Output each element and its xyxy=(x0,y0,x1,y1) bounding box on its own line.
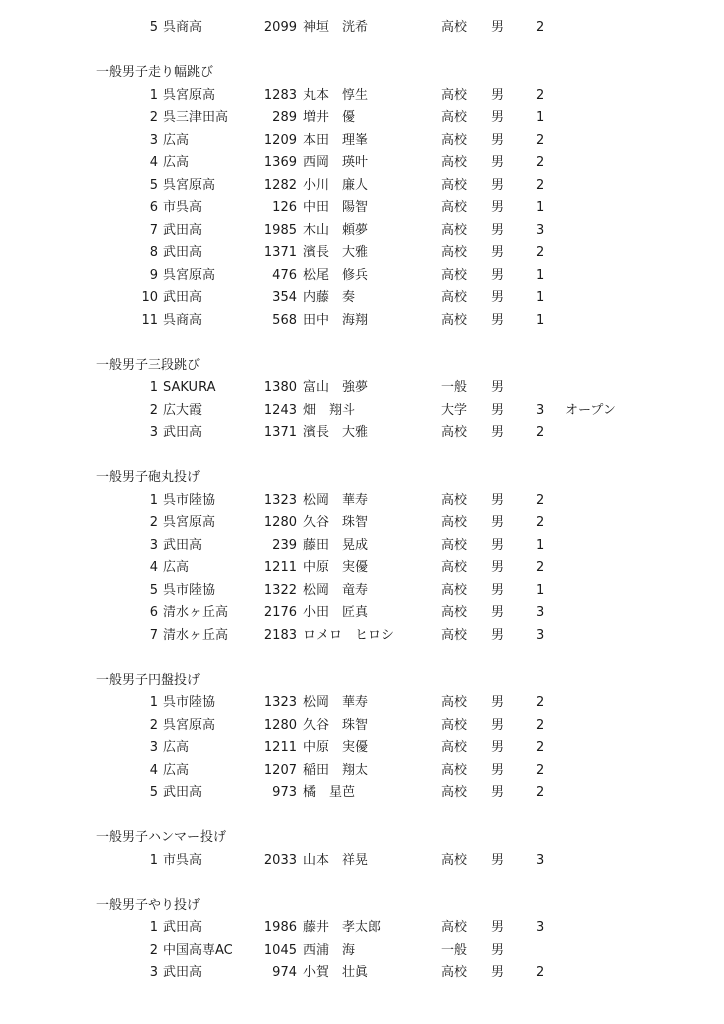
result-grade: 2 xyxy=(536,560,545,575)
result-school: 呉宮原高 xyxy=(163,177,216,193)
result-cat: 高校 xyxy=(441,177,468,193)
result-name: 濱長 大雅 xyxy=(303,425,369,440)
result-school: 呉三津田高 xyxy=(163,110,229,125)
result-row xyxy=(0,784,724,802)
result-school: 呉宮原高 xyxy=(163,267,216,283)
result-cat: 高校 xyxy=(441,717,468,733)
result-name: 田中 海翔 xyxy=(303,312,369,328)
result-name: 松岡 華寿 xyxy=(303,492,369,508)
result-name: 木山 頼夢 xyxy=(303,222,369,238)
result-cat: 高校 xyxy=(441,155,468,170)
result-rank: 1 xyxy=(149,87,158,103)
result-bib: 2033 xyxy=(263,852,297,868)
result-cat: 高校 xyxy=(441,290,468,305)
result-row xyxy=(0,559,724,577)
result-cat: 高校 xyxy=(441,605,468,620)
result-rank: 7 xyxy=(149,222,158,238)
result-row xyxy=(0,199,724,217)
result-grade: 1 xyxy=(536,537,545,553)
result-school: 市呉高 xyxy=(163,852,203,868)
result-cat: 高校 xyxy=(441,245,468,260)
result-sex: 男 xyxy=(491,425,505,440)
result-row xyxy=(0,942,724,960)
result-cat: 高校 xyxy=(441,965,468,980)
result-bib: 2099 xyxy=(263,20,297,35)
result-name: 神垣 洸希 xyxy=(303,20,369,35)
result-rank: 6 xyxy=(149,200,158,215)
result-bib: 974 xyxy=(272,965,297,980)
result-rank: 1 xyxy=(149,920,158,935)
result-school: 武田高 xyxy=(163,245,203,260)
result-school: 広高 xyxy=(163,155,190,170)
result-sex: 男 xyxy=(491,740,505,755)
result-rank: 3 xyxy=(149,740,158,755)
result-grade: 3 xyxy=(536,402,545,418)
result-name: 内藤 奏 xyxy=(303,290,356,305)
event-section xyxy=(0,829,724,847)
result-school: 呉商高 xyxy=(163,20,203,35)
result-sex: 男 xyxy=(491,717,505,733)
result-row xyxy=(0,267,724,285)
result-sex: 男 xyxy=(491,627,505,643)
result-cat: 高校 xyxy=(441,537,468,553)
result-grade: 2 xyxy=(536,155,545,170)
event-title: 一般男子やり投げ xyxy=(96,897,201,913)
result-bib: 1322 xyxy=(263,582,297,598)
result-cat: 高校 xyxy=(441,920,468,935)
result-sex: 男 xyxy=(491,785,505,800)
result-row xyxy=(0,87,724,105)
result-row xyxy=(0,244,724,262)
result-bib: 2176 xyxy=(263,605,297,620)
result-row xyxy=(0,537,724,555)
result-bib: 1280 xyxy=(263,515,297,530)
result-bib: 1243 xyxy=(263,402,297,418)
result-name: 西岡 瑛叶 xyxy=(303,155,369,170)
result-bib: 568 xyxy=(272,312,297,328)
result-rank: 2 xyxy=(149,110,158,125)
event-section xyxy=(0,64,724,82)
result-grade: 2 xyxy=(536,515,545,530)
result-bib: 1369 xyxy=(263,155,297,170)
result-sex: 男 xyxy=(491,852,505,868)
result-bib: 1371 xyxy=(263,425,297,440)
result-row xyxy=(0,402,724,420)
result-name: 久谷 珠智 xyxy=(303,717,369,733)
result-rank: 7 xyxy=(149,627,158,643)
result-school: 呉市陸協 xyxy=(163,695,216,710)
result-school: 武田高 xyxy=(163,965,203,980)
result-name: 松岡 華寿 xyxy=(303,695,369,710)
result-sex: 男 xyxy=(491,177,505,193)
result-row xyxy=(0,154,724,172)
result-grade: 2 xyxy=(536,177,545,193)
result-rank: 8 xyxy=(149,245,158,260)
result-row xyxy=(0,109,724,127)
result-sex: 男 xyxy=(491,290,505,305)
result-name: 中原 実優 xyxy=(303,740,369,755)
result-rank: 3 xyxy=(149,132,158,148)
result-name: 中原 実優 xyxy=(303,560,369,575)
result-school: 武田高 xyxy=(163,222,203,238)
result-sex: 男 xyxy=(491,245,505,260)
result-school: 清水ヶ丘高 xyxy=(163,605,229,620)
event-title: 一般男子走り幅跳び xyxy=(96,65,214,80)
result-rank: 2 xyxy=(149,717,158,733)
result-school: 武田高 xyxy=(163,920,203,935)
result-name: 小田 匠真 xyxy=(303,605,369,620)
result-sex: 男 xyxy=(491,942,505,958)
result-bib: 354 xyxy=(272,290,297,305)
event-section xyxy=(0,469,724,487)
result-rank: 1 xyxy=(149,492,158,508)
result-grade: 2 xyxy=(536,20,545,35)
result-cat: 高校 xyxy=(441,560,468,575)
result-sex: 男 xyxy=(491,402,505,418)
result-school: 広高 xyxy=(163,762,190,778)
result-school: 広高 xyxy=(163,560,190,575)
result-name: 丸本 惇生 xyxy=(303,87,369,103)
result-school: 武田高 xyxy=(163,425,203,440)
result-note: オープン xyxy=(565,402,616,418)
result-cat: 高校 xyxy=(441,132,468,148)
result-grade: 1 xyxy=(536,582,545,598)
result-school: 広高 xyxy=(163,132,190,148)
result-sex: 男 xyxy=(491,605,505,620)
result-bib: 126 xyxy=(272,200,297,215)
result-sex: 男 xyxy=(491,515,505,530)
result-bib: 1283 xyxy=(263,87,297,103)
result-bib: 1211 xyxy=(263,740,297,755)
result-cat: 高校 xyxy=(441,740,468,755)
event-title: 一般男子円盤投げ xyxy=(96,672,201,688)
result-grade: 2 xyxy=(536,695,545,710)
result-cat: 一般 xyxy=(441,942,468,958)
result-row xyxy=(0,177,724,195)
result-sex: 男 xyxy=(491,267,505,283)
result-grade: 3 xyxy=(536,222,545,238)
result-bib: 1380 xyxy=(263,380,297,395)
result-bib: 1209 xyxy=(263,132,297,148)
result-name: 山本 祥晃 xyxy=(303,852,369,868)
result-cat: 一般 xyxy=(441,380,468,395)
result-bib: 1323 xyxy=(263,695,297,710)
result-cat: 高校 xyxy=(441,312,468,328)
result-grade: 1 xyxy=(536,312,545,328)
result-rank: 3 xyxy=(149,425,158,440)
result-bib: 1280 xyxy=(263,717,297,733)
result-school: 広高 xyxy=(163,740,190,755)
result-rank: 1 xyxy=(149,695,158,710)
result-school: 呉宮原高 xyxy=(163,717,216,733)
result-cat: 高校 xyxy=(441,200,468,215)
result-grade: 3 xyxy=(536,920,545,935)
result-cat: 高校 xyxy=(441,20,468,35)
result-rank: 11 xyxy=(141,312,158,328)
result-sex: 男 xyxy=(491,920,505,935)
result-rank: 10 xyxy=(141,290,158,305)
result-bib: 1323 xyxy=(263,492,297,508)
result-sex: 男 xyxy=(491,560,505,575)
result-name: 久谷 珠智 xyxy=(303,515,369,530)
result-name: 松岡 竜寿 xyxy=(303,582,369,598)
result-cat: 高校 xyxy=(441,267,468,283)
result-cat: 高校 xyxy=(441,785,468,800)
result-sex: 男 xyxy=(491,110,505,125)
result-bib: 1371 xyxy=(263,245,297,260)
result-row xyxy=(0,919,724,937)
result-cat: 高校 xyxy=(441,222,468,238)
result-row xyxy=(0,717,724,735)
result-bib: 239 xyxy=(272,537,297,553)
result-grade: 2 xyxy=(536,762,545,778)
result-name: 小川 廉人 xyxy=(303,177,369,193)
result-cat: 高校 xyxy=(441,515,468,530)
result-grade: 1 xyxy=(536,200,545,215)
result-bib: 2183 xyxy=(263,627,297,643)
result-name: 富山 強夢 xyxy=(303,380,369,395)
result-row xyxy=(0,19,724,37)
event-title: 一般男子三段跳び xyxy=(96,357,201,373)
result-bib: 476 xyxy=(272,267,297,283)
event-section xyxy=(0,672,724,690)
result-row xyxy=(0,222,724,240)
result-sex: 男 xyxy=(491,762,505,778)
result-rank: 2 xyxy=(149,402,158,418)
result-bib: 1985 xyxy=(263,222,297,238)
result-school: 武田高 xyxy=(163,537,203,553)
result-row xyxy=(0,739,724,757)
result-row xyxy=(0,289,724,307)
result-grade: 2 xyxy=(536,425,545,440)
result-sex: 男 xyxy=(491,695,505,710)
result-row xyxy=(0,312,724,330)
result-rank: 4 xyxy=(149,155,158,170)
result-bib: 1207 xyxy=(263,762,297,778)
result-name: 松尾 修兵 xyxy=(303,267,369,283)
result-sex: 男 xyxy=(491,155,505,170)
result-grade: 2 xyxy=(536,245,545,260)
result-grade: 2 xyxy=(536,785,545,800)
result-name: 稲田 翔太 xyxy=(303,762,369,778)
result-sex: 男 xyxy=(491,492,505,508)
result-bib: 973 xyxy=(272,785,297,800)
result-school: 広大霞 xyxy=(163,402,203,418)
result-school: 呉宮原高 xyxy=(163,87,216,103)
result-bib: 289 xyxy=(272,110,297,125)
result-name: 本田 理峯 xyxy=(303,132,369,148)
result-row xyxy=(0,514,724,532)
result-school: 武田高 xyxy=(163,290,203,305)
result-school: 中国高専AC xyxy=(163,942,233,958)
result-row xyxy=(0,379,724,397)
result-rank: 3 xyxy=(149,965,158,980)
result-row xyxy=(0,627,724,645)
result-row xyxy=(0,694,724,712)
result-name: 増井 優 xyxy=(303,110,356,125)
result-bib: 1986 xyxy=(263,920,297,935)
result-grade: 1 xyxy=(536,267,545,283)
result-sex: 男 xyxy=(491,132,505,148)
result-sex: 男 xyxy=(491,965,505,980)
result-cat: 高校 xyxy=(441,110,468,125)
result-rank: 1 xyxy=(149,852,158,868)
result-sex: 男 xyxy=(491,380,505,395)
result-name: 藤田 晃成 xyxy=(303,537,369,553)
result-row xyxy=(0,852,724,870)
result-name: 西浦 海 xyxy=(303,942,356,958)
result-grade: 1 xyxy=(536,290,545,305)
result-cat: 大学 xyxy=(441,402,468,418)
result-rank: 1 xyxy=(149,380,158,395)
result-row xyxy=(0,604,724,622)
result-cat: 高校 xyxy=(441,492,468,508)
result-school: 呉宮原高 xyxy=(163,515,216,530)
result-rank: 4 xyxy=(149,762,158,778)
result-name: 濱長 大雅 xyxy=(303,245,369,260)
result-name: 小賀 壮眞 xyxy=(303,965,369,980)
result-name: 藤井 孝太郎 xyxy=(303,920,382,935)
result-grade: 2 xyxy=(536,740,545,755)
result-sex: 男 xyxy=(491,200,505,215)
result-name: 畑 翔斗 xyxy=(303,402,356,418)
result-grade: 1 xyxy=(536,110,545,125)
result-grade: 2 xyxy=(536,132,545,148)
result-sex: 男 xyxy=(491,582,505,598)
result-row xyxy=(0,132,724,150)
result-cat: 高校 xyxy=(441,582,468,598)
result-bib: 1045 xyxy=(263,942,297,958)
result-school: 市呉高 xyxy=(163,200,203,215)
result-rank: 2 xyxy=(149,942,158,958)
result-bib: 1282 xyxy=(263,177,297,193)
result-school: 武田高 xyxy=(163,785,203,800)
result-sex: 男 xyxy=(491,222,505,238)
result-name: 橘 星芭 xyxy=(303,785,356,800)
result-rank: 5 xyxy=(149,785,158,800)
result-sex: 男 xyxy=(491,312,505,328)
result-school: 呉商高 xyxy=(163,312,203,328)
result-grade: 3 xyxy=(536,627,545,643)
result-rank: 5 xyxy=(149,20,158,35)
result-cat: 高校 xyxy=(441,87,468,103)
result-rank: 5 xyxy=(149,582,158,598)
result-grade: 3 xyxy=(536,852,545,868)
result-grade: 3 xyxy=(536,605,545,620)
result-row xyxy=(0,424,724,442)
result-cat: 高校 xyxy=(441,695,468,710)
result-rank: 3 xyxy=(149,537,158,553)
result-school: 呉市陸協 xyxy=(163,582,216,598)
result-grade: 2 xyxy=(536,717,545,733)
result-row xyxy=(0,582,724,600)
result-sex: 男 xyxy=(491,537,505,553)
result-cat: 高校 xyxy=(441,627,468,643)
result-sex: 男 xyxy=(491,20,505,35)
result-cat: 高校 xyxy=(441,762,468,778)
result-rank: 4 xyxy=(149,560,158,575)
result-name: 中田 陽智 xyxy=(303,200,369,215)
result-grade: 2 xyxy=(536,87,545,103)
event-title: 一般男子砲丸投げ xyxy=(96,470,201,485)
result-name: ロメロ ヒロシ xyxy=(303,627,395,643)
event-section xyxy=(0,897,724,915)
result-grade: 2 xyxy=(536,492,545,508)
event-title: 一般男子ハンマー投げ xyxy=(96,830,227,845)
result-row xyxy=(0,492,724,510)
result-rank: 5 xyxy=(149,177,158,193)
result-school: 清水ヶ丘高 xyxy=(163,627,229,643)
result-cat: 高校 xyxy=(441,425,468,440)
result-rank: 2 xyxy=(149,515,158,530)
result-school: SAKURA xyxy=(163,380,216,395)
result-bib: 1211 xyxy=(263,560,297,575)
result-grade: 2 xyxy=(536,965,545,980)
result-school: 呉市陸協 xyxy=(163,492,216,508)
result-sex: 男 xyxy=(491,87,505,103)
result-row xyxy=(0,964,724,982)
event-section xyxy=(0,357,724,375)
result-row xyxy=(0,762,724,780)
result-rank: 9 xyxy=(149,267,158,283)
result-rank: 6 xyxy=(149,605,158,620)
result-cat: 高校 xyxy=(441,852,468,868)
